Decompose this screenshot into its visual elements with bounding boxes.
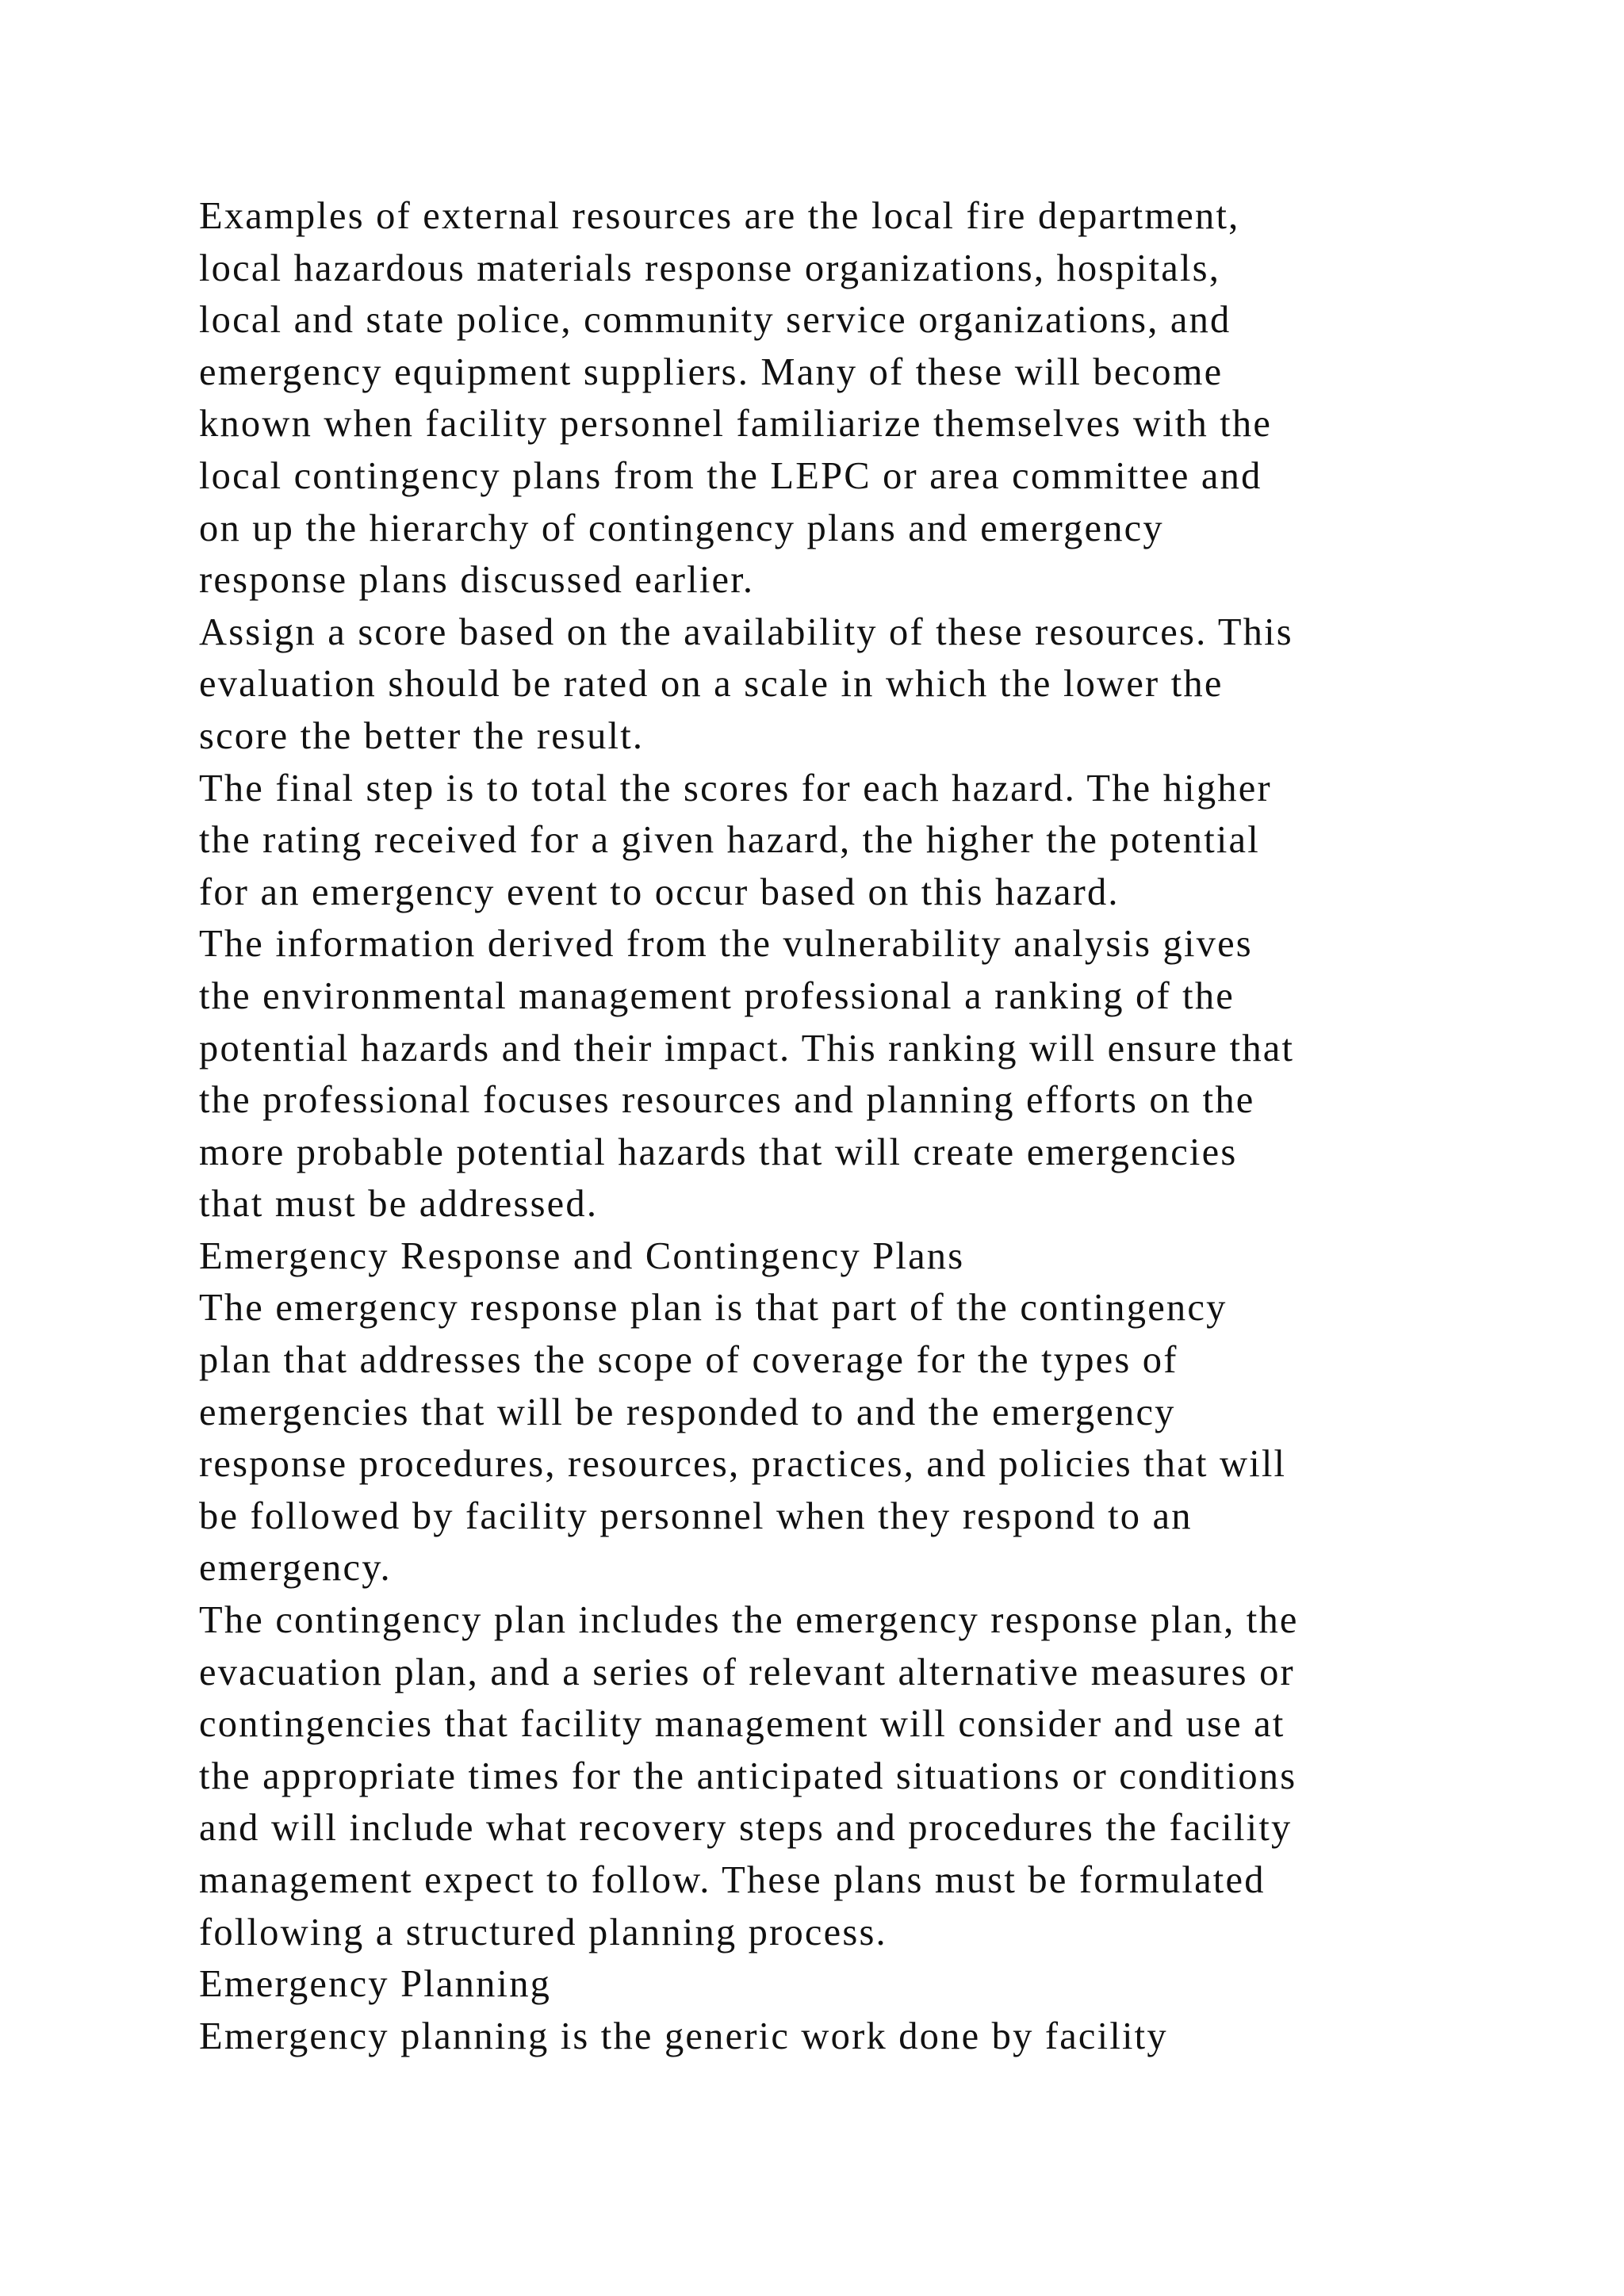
text-line: management expect to follow. These plans must be formulated	[199, 1859, 1266, 1901]
text-line: local contingency plans from the LEPC or area committee and	[199, 454, 1262, 497]
text-line: for an emergency event to occur based on this hazard.	[199, 871, 1120, 913]
text-line: The emergency response plan is that part of the contingency	[199, 1287, 1228, 1330]
text-line: and will include what recovery steps and procedures the facility	[199, 1807, 1293, 1850]
text-line: contingencies that facility management will consider and use at	[199, 1703, 1285, 1746]
text-line: evaluation should be rated on a scale in which the lower the	[199, 663, 1224, 706]
text-line: emergency.	[199, 1547, 392, 1590]
text-line: emergency equipment suppliers. Many of these will become	[199, 350, 1224, 393]
text-line: evacuation plan, and a series of relevant alternative measures or	[199, 1651, 1295, 1693]
text-line: local hazardous materials response organizations, hospitals,	[199, 247, 1221, 289]
text-line: The information derived from the vulnerability analysis gives	[199, 923, 1253, 966]
text-line: be followed by facility personnel when they respond to an	[199, 1494, 1193, 1537]
text-line: the professional focuses resources and planning efforts on the	[199, 1079, 1255, 1122]
text-line: that must be addressed.	[199, 1183, 599, 1226]
text-line: potential hazards and their impact. This ranking will ensure that	[199, 1027, 1295, 1070]
text-line: response procedures, resources, practices, and policies that will	[199, 1443, 1287, 1486]
text-line: local and state police, community service organizations, and	[199, 299, 1231, 342]
text-line: response plans discussed earlier.	[199, 559, 755, 602]
text-line: the environmental management professional a ranking of the	[199, 974, 1235, 1017]
body-text	[199, 190, 1436, 2062]
text-line: the rating received for a given hazard, the higher the potential	[199, 819, 1260, 862]
text-line: plan that addresses the scope of coverage for the types of	[199, 1339, 1178, 1382]
text-line: Examples of external resources are the local fire department,	[199, 195, 1240, 237]
text-line: the appropriate times for the anticipated situations or conditions	[199, 1755, 1297, 1797]
text-line: on up the hierarchy of contingency plans and emergency	[199, 507, 1164, 549]
section-heading: Emergency Response and Contingency Plans	[199, 1234, 965, 1277]
text-line: known when facility personnel familiarize themselves with the	[199, 403, 1273, 446]
text-line: following a structured planning process.	[199, 1911, 887, 1954]
text-line: emergencies that will be responded to and the emergency	[199, 1391, 1176, 1433]
text-line: The contingency plan includes the emergency response plan, the	[199, 1599, 1299, 1642]
text-line: score the better the result.	[199, 714, 645, 757]
text-line: Assign a score based on the availability of these resources. This	[199, 610, 1293, 653]
text-line: The final step is to total the scores for each hazard. The higher	[199, 767, 1272, 809]
section-heading: Emergency Planning	[199, 1963, 552, 2006]
text-line: more probable potential hazards that will create emergencies	[199, 1131, 1238, 1173]
text-line: Emergency planning is the generic work done by facility	[199, 2015, 1168, 2057]
